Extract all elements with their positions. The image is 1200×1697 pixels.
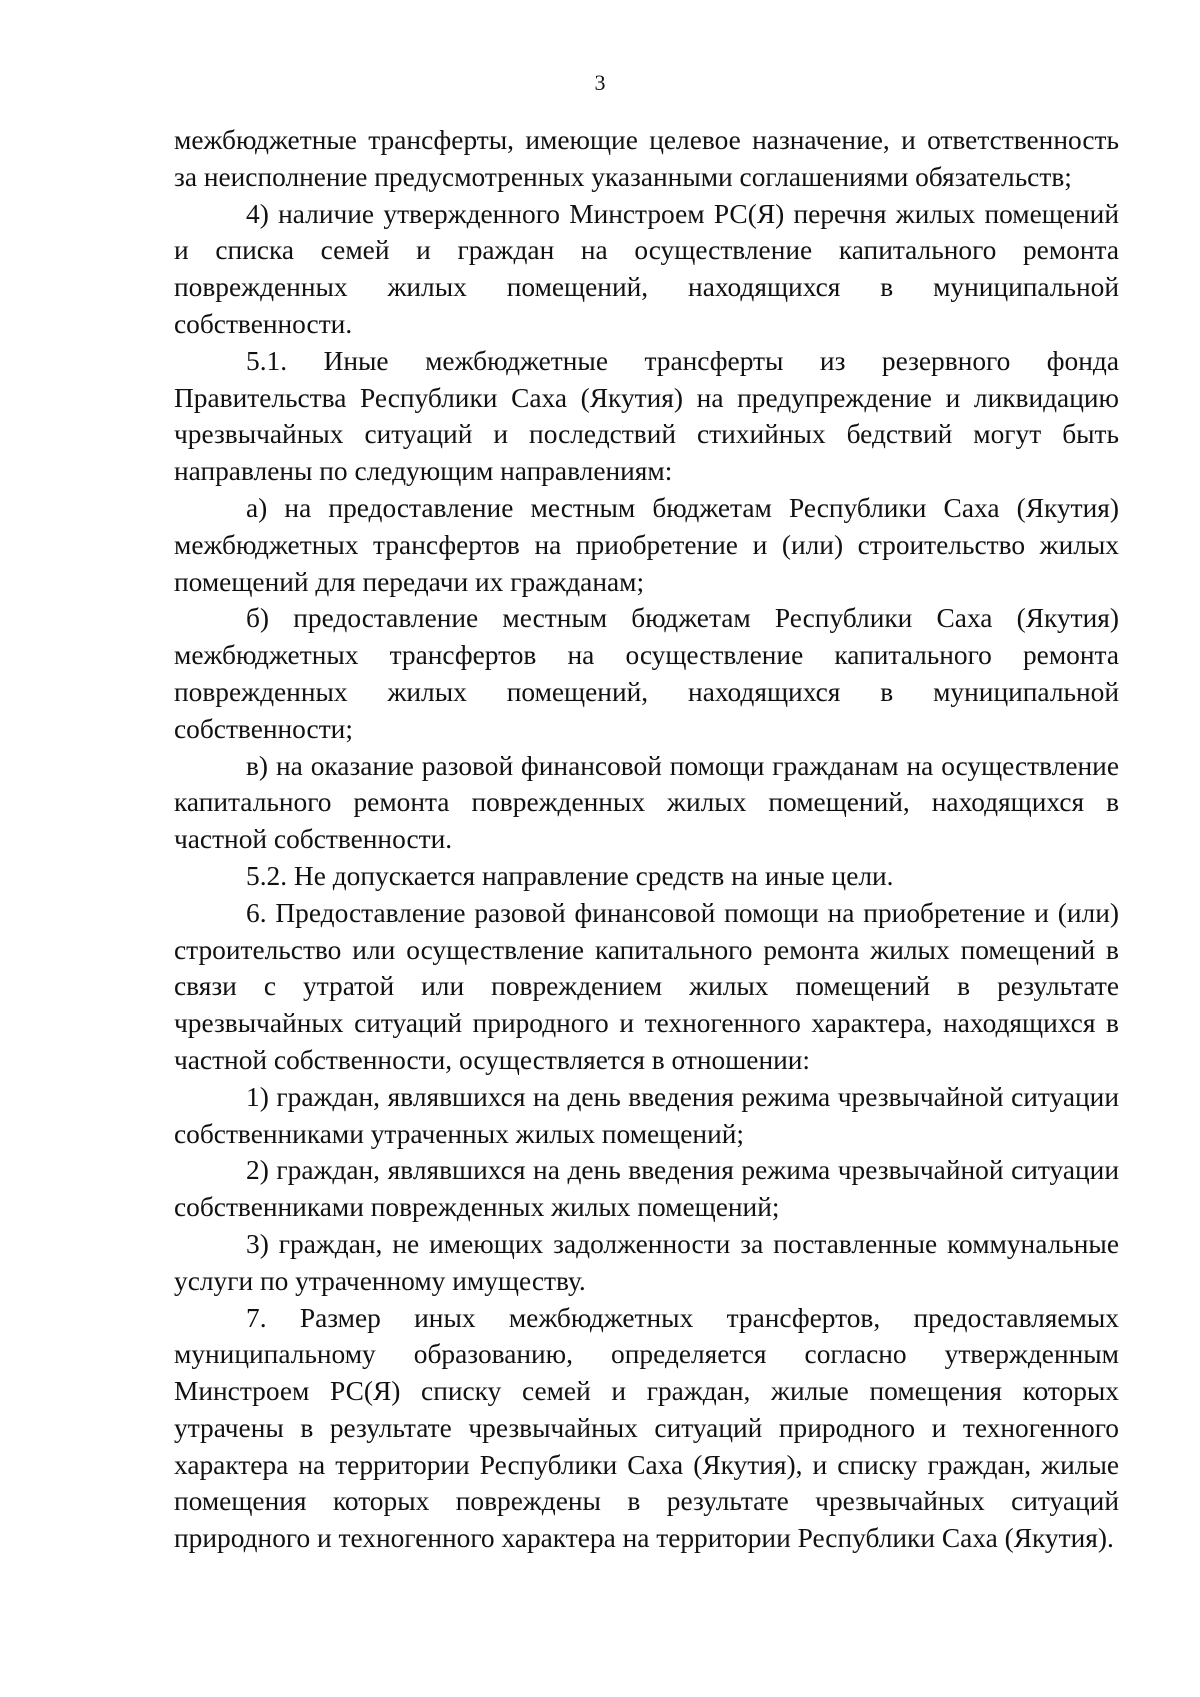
paragraph-6-item-3: 3) граждан, не имеющих задолженности за поставленные коммунальные услуги по утраченному имуществу. <box>174 1228 1119 1296</box>
paragraph-item-a: а) на предоставление местным бюджетам Республики Саха (Якутия) межбюджетных трансфертов на приобретение и (или) строительство жилых помещений для передачи их гражданам; <box>174 492 1119 597</box>
paragraph-item-b: б) предоставление местным бюджетам Республики Саха (Якутия) межбюджетных трансфертов на осуществление капитального ремонта поврежденных жилых помещений, находящихся в муниципальной собственности; <box>174 603 1119 744</box>
page-number: 3 <box>594 70 606 95</box>
paragraph-6-item-2: 2) граждан, являвшихся на день введения режима чрезвычайной ситуации собственниками поврежденных жилых помещений; <box>174 1155 1119 1223</box>
paragraph-6-item-1: 1) граждан, являвшихся на день введения режима чрезвычайной ситуации собственниками утраченных жилых помещений; <box>174 1081 1119 1149</box>
paragraph-5-2: 5.2. Не допускается направление средств на иные цели. <box>246 860 894 891</box>
paragraph-6: 6. Предоставление разовой финансовой помощи на приобретение и (или) строительство или осуществление капитального ремонта жилых помещений в связи с утратой или повреждением жилых помещений в результате чрезвычайных ситуаций природного и техногенного характера, находящихся в частной собственности, осуществляется в отношении: <box>174 897 1119 1075</box>
paragraph-continuation: межбюджетные трансферты, имеющие целевое назначение, и ответственность за неисполнение предусмотренных указанными соглашениями обязательств; <box>174 125 1119 192</box>
paragraph-5-1: 5.1. Иные межбюджетные трансферты из резервного фонда Правительства Республики Саха (Якутия) на предупреждение и ликвидацию чрезвычайных ситуаций и последствий стихийных бедствий могут быть направлены по следующим направлениям: <box>174 345 1119 487</box>
document-body <box>174 122 1119 1557</box>
paragraph-item-4: 4) наличие утвержденного Минстроем РС(Я) перечня жилых помещений и списка семей и граждан на осуществление капитального ремонта поврежденных жилых помещений, находящихся в муниципальной собственности. <box>174 198 1119 339</box>
paragraph-7: 7. Размер иных межбюджетных трансфертов, предоставляемых муниципальному образованию, определяется согласно утвержденным Минстроем РС(Я) списку семей и граждан, жилые помещения которых утрачены в результате чрезвычайных ситуаций природного и техногенного характера на территории Республики Саха (Якутия), и списку граждан, жилые помещения которых повреждены в результате чрезвычайных ситуаций природного и техногенного характера на территории Республики Саха (Якутия). <box>174 1302 1119 1554</box>
paragraph-item-v: в) на оказание разовой финансовой помощи гражданам на осуществление капитального ремонта поврежденных жилых помещений, находящихся в частной собственности. <box>174 750 1119 855</box>
